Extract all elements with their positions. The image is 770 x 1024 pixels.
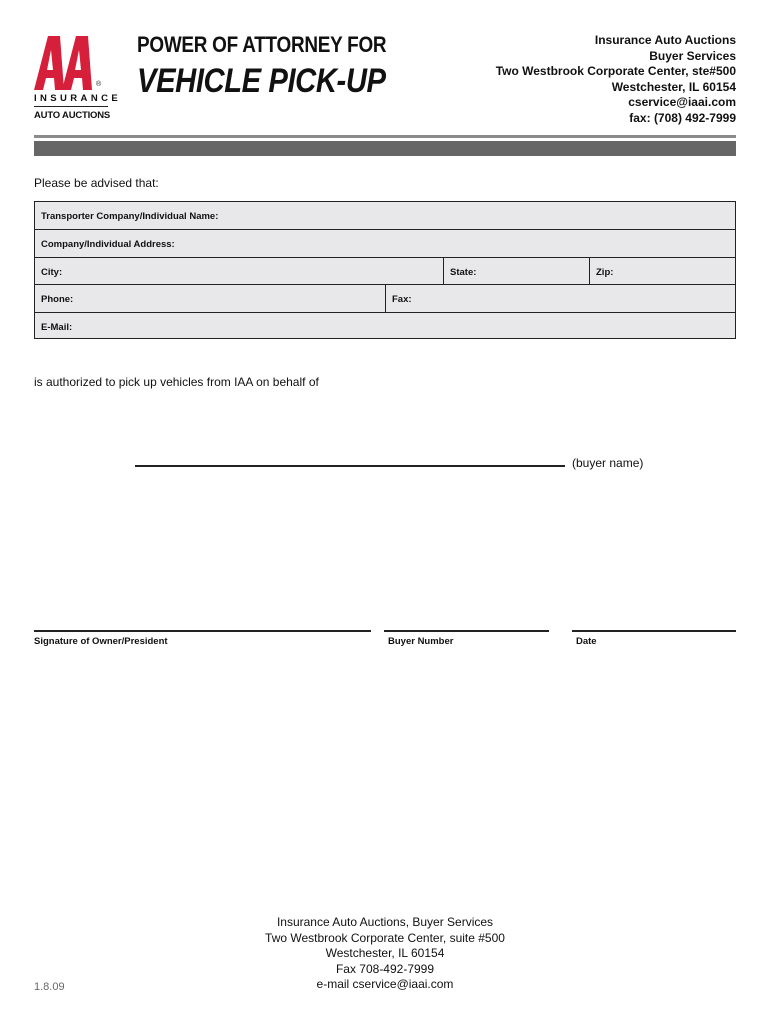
title-line-1: POWER OF ATTORNEY FOR — [137, 32, 387, 57]
address-label: Company/Individual Address: — [41, 239, 175, 250]
city-label: City: — [41, 266, 63, 278]
buyer-number-label: Buyer Number — [388, 636, 454, 647]
buyer-number-line[interactable] — [384, 630, 549, 632]
footer-line-5[interactable]: e-mail cservice@iaai.com — [316, 977, 454, 991]
logo-divider — [34, 106, 108, 107]
intro-text: Please be advised that: — [34, 176, 159, 190]
phone-field[interactable] — [35, 285, 385, 312]
address-field[interactable] — [35, 230, 735, 257]
footer-line-3: Westchester, IL 60154 — [325, 946, 445, 960]
header-rule — [34, 135, 736, 138]
authorized-text: is authorized to pick up vehicles from IAA on behalf of — [34, 375, 319, 389]
zip-label: Zip: — [596, 266, 614, 278]
city-field[interactable] — [35, 258, 443, 285]
footer-line-1: Insurance Auto Auctions, Buyer Services — [276, 915, 494, 929]
iaa-logo — [34, 36, 106, 90]
footer-address — [0, 915, 770, 993]
phone-label: Phone: — [41, 294, 74, 305]
contact-department: Buyer Services — [649, 48, 736, 63]
buyer-name-line[interactable] — [135, 465, 565, 467]
owner-signature-label: Signature of Owner/President — [34, 636, 168, 647]
contact-fax: fax: (708) 492-7999 — [629, 110, 736, 125]
row-email — [35, 312, 735, 340]
zip-field[interactable] — [589, 258, 734, 285]
logo-insurance: INSURANCE — [34, 93, 122, 104]
transporter-name-field[interactable] — [35, 202, 735, 230]
state-label: State: — [450, 266, 477, 278]
contact-block — [496, 33, 736, 126]
row-address — [35, 229, 735, 257]
buyer-name-label: (buyer name) — [572, 456, 644, 470]
date-line[interactable] — [572, 630, 736, 632]
row-city-state-zip — [35, 257, 735, 285]
footer-line-4: Fax 708-492-7999 — [335, 961, 435, 976]
registered-mark: ® — [96, 81, 102, 88]
contact-email[interactable]: cservice@iaai.com — [628, 95, 736, 109]
contact-address: Two Westbrook Corporate Center, ste#500 — [495, 64, 736, 78]
title-line-2: VEHICLE PICK-UP — [137, 62, 386, 100]
transporter-name-label: Transporter Company/Individual Name: — [41, 211, 219, 222]
fax-label: Fax: — [392, 294, 412, 305]
logo-auto-auctions: AUTO AUCTIONS — [34, 110, 111, 121]
email-label: E-Mail: — [41, 321, 73, 333]
footer-line-2: Two Westbrook Corporate Center, suite #500 — [265, 930, 505, 945]
row-transporter — [35, 202, 735, 230]
header-band — [34, 141, 736, 156]
contact-city: Westchester, IL 60154 — [611, 79, 736, 94]
transporter-form — [34, 201, 736, 339]
email-field[interactable] — [35, 313, 735, 340]
date-label: Date — [576, 636, 597, 647]
version-code: 1.8.09 — [34, 981, 65, 993]
row-phone-fax — [35, 284, 735, 312]
owner-signature-line[interactable] — [34, 630, 371, 632]
state-field[interactable] — [443, 258, 589, 285]
contact-company: Insurance Auto Auctions — [594, 33, 736, 47]
fax-field[interactable] — [385, 285, 734, 312]
